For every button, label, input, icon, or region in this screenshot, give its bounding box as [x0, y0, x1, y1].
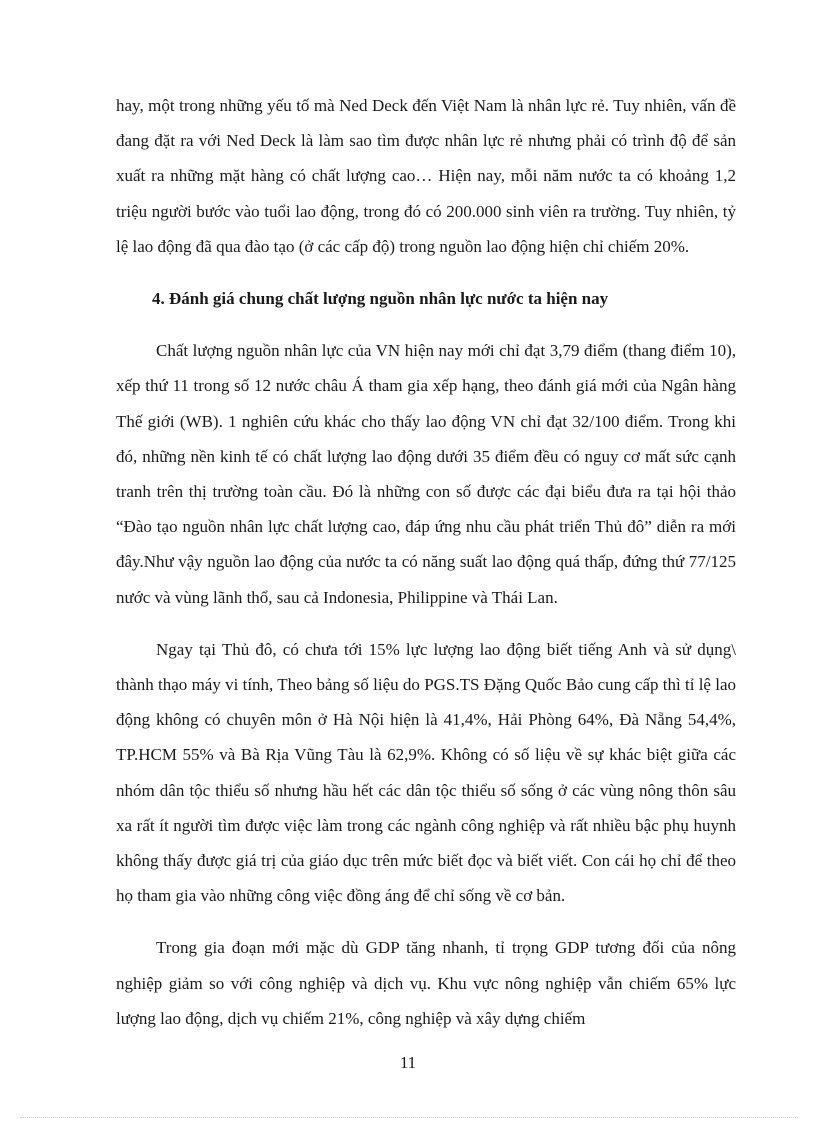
- body-paragraph: hay, một trong những yếu tố mà Ned Deck đến Việt Nam là nhân lực rẻ. Tuy nhiên, vấn đề đang đặt ra với Ned Deck là làm sao tìm được nhân lực rẻ nhưng phải có trình độ để sản xuất ra những mặt hàng có chất lượng cao… Hiện nay, mỗi năm nước ta có khoảng 1,2 triệu người bước vào tuổi lao động, trong đó có 200.000 sinh viên ra trường. Tuy nhiên, tỷ lệ lao động đã qua đào tạo (ở các cấp độ) trong nguồn lao động hiện chỉ chiếm 20%.: [116, 96, 736, 256]
- body-paragraph: Chất lượng nguồn nhân lực của VN hiện nay mới chỉ đạt 3,79 điểm (thang điểm 10), xếp thứ 11 trong số 12 nước châu Á tham gia xếp hạng, theo đánh giá mới của Ngân hàng Thế giới (WB). 1 nghiên cứu khác cho thấy lao động VN chỉ đạt 32/100 điểm. Trong khi đó, những nền kinh tế có chất lượng lao động dưới 35 điểm đều có nguy cơ mất sức cạnh tranh trên thị trường toàn cầu. Đó là những con số được các đại biểu đưa ra tại hội thảo “Đào tạo nguồn nhân lực chất lượng cao, đáp ứng nhu cầu phát triển Thủ đô” diễn ra mới đây.Như vậy nguồn lao động của nước ta có năng suất lao động quá thấp, đứng thứ 77/125 nước và vùng lãnh thổ, sau cả Indonesia, Philippine và Thái Lan.: [116, 341, 736, 607]
- section-heading: 4. Đánh giá chung chất lượng nguồn nhân lực nước ta hiện nay: [152, 289, 609, 309]
- page-number: 11: [399, 1053, 417, 1072]
- document-body: [116, 88, 736, 1036]
- body-paragraph: Trong gia đoạn mới mặc dù GDP tăng nhanh, tỉ trọng GDP tương đối của nông nghiệp giảm so với công nghiệp và dịch vụ. Khu vực nông nghiệp vẫn chiếm 65% lực lượng lao động, dịch vụ chiếm 21%, công nghiệp và xây dựng chiếm: [116, 938, 736, 1028]
- page-bottom-divider: [20, 1117, 796, 1118]
- body-paragraph: Ngay tại Thủ đô, có chưa tới 15% lực lượng lao động biết tiếng Anh và sử dụng\ thành thạo máy vi tính, Theo bảng số liệu do PGS.TS Đặng Quốc Bảo cung cấp thì tỉ lệ lao động không có chuyên môn ở Hà Nội hiện là 41,4%, Hải Phòng 64%, Đà Nẵng 54,4%, TP.HCM 55% và Bà Rịa Vũng Tàu là 62,9%. Không có số liệu về sự khác biệt giữa các nhóm dân tộc thiểu số nhưng hầu hết các dân tộc thiểu số sống ở các vùng nông thôn sâu xa rất ít người tìm được việc làm trong các ngành công nghiệp và rất nhiều bậc phụ huynh không thấy được giá trị của giáo dục trên mức biết đọc và biết viết. Con cái họ chỉ để theo họ tham gia vào những công việc đồng áng để chỉ sống về cơ bản.: [116, 639, 736, 906]
